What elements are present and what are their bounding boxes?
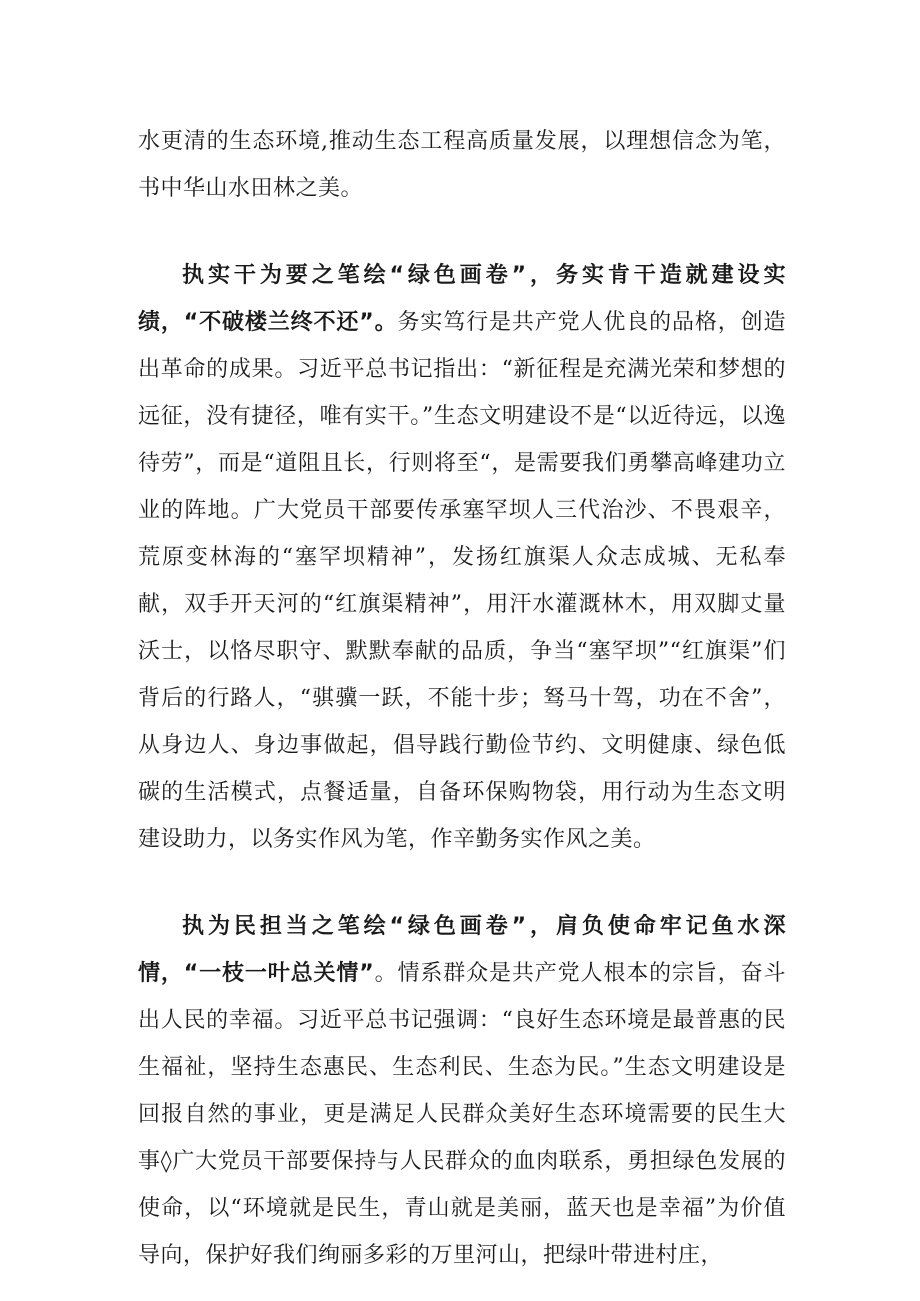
- paragraph-body: 务实笃行是共产党人优良的品格，创造出革命的成果。习近平总书记指出：“新征程是充满光荣和梦想的远征，没有捷径，唯有实干。”生态文明建设不是“以近待远，以逸待劳”，而是“道阻且长，行则将至“，是需要我们勇攀高峰建功立业的阵地。广大党员干部要传承塞罕坝人三代治沙、不畏艰辛，荒原变林海的“塞罕坝精神”，发扬红旗渠人众志成城、无私奉献，双手开天河的“红旗渠精神”，用汗水灌溉林木，用双脚丈量沃士，以恪尽职守、默默奉献的品质，争当“塞罕坝”“红旗渠”们背后的行路人，“骐骥一跃，不能十步；驽马十驾，功在不舍”，从身边人、身边事做起，倡导践行勤俭节约、文明健康、绿色低碳的生活模式，点餐适量，自备环保购物袋，用行动为生态文明建设助力，以务实作风为笔，作辛勤务实作风之美。: [138, 310, 786, 852]
- paragraph-people-responsibility: [138, 903, 786, 1279]
- paragraph-continuation: [138, 118, 786, 212]
- document-page: [138, 118, 786, 1279]
- paragraph-lead: 执为民担当之笔绘“绿色画卷”，肩负使命牢记鱼水深情，“一枝一叶总关情”: [138, 914, 786, 986]
- paragraph-body: 水更清的生态环境,推动生态工程高质量发展，以理想信念为笔，书中华山水田林之美。: [138, 129, 786, 201]
- paragraph-practical-work: [138, 252, 786, 863]
- paragraph-body: 。情系群众是共产党人根本的宗旨，奋斗出人民的幸福。习近平总书记强调：“良好生态环境是最普惠的民生福祉，坚持生态惠民、生态利民、生态为民。”生态文明建设是回报自然的事业，更是满足人民群众美好生态环境需要的民生大事◊广大党员干部要保持与人民群众的血肉联系，勇担绿色发展的使命，以“环境就是民生，青山就是美丽，蓝天也是幸福”为价值导向，保护好我们绚丽多彩的万里河山，把绿叶带进村庄，: [138, 961, 786, 1268]
- paragraph-lead: 执实干为要之笔绘“绿色画卷”，务实肯干造就建设实绩，“不破楼兰终不还”。: [138, 263, 786, 335]
